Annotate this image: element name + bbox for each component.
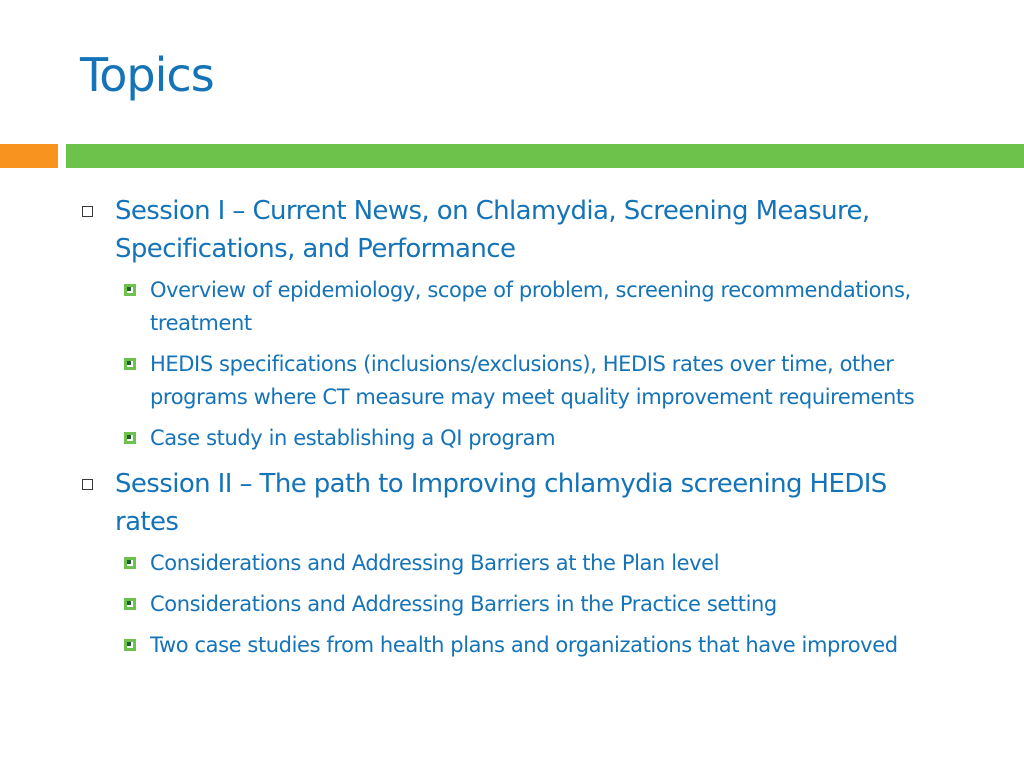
slide-title: Topics	[80, 48, 214, 102]
sub-bullet-text: Case study in establishing a QI program	[150, 426, 556, 450]
sub-bullet-text: Considerations and Addressing Barriers in the Practice setting	[150, 592, 777, 616]
sub-bullet	[120, 629, 980, 662]
sub-bullet-text: Two case studies from health plans and organizations that have improved	[150, 633, 898, 657]
sub-bullet-text: Considerations and Addressing Barriers at the Plan level	[150, 551, 720, 575]
hollow-square-bullet-icon	[82, 479, 93, 490]
bullet-session-2	[80, 465, 980, 541]
square-bullet-icon	[124, 432, 136, 444]
bullet-text: Session I – Current News, on Chlamydia, Screening Measure, Specifications, and Performance	[115, 196, 870, 264]
sub-bullet-list	[120, 274, 980, 455]
square-bullet-icon	[124, 358, 136, 370]
sub-bullet	[120, 422, 980, 455]
hollow-square-bullet-icon	[82, 206, 93, 217]
slide-content	[80, 188, 980, 672]
square-bullet-icon	[124, 557, 136, 569]
sub-bullet-text: HEDIS specifications (inclusions/exclusions), HEDIS rates over time, other programs where CT measure may meet quality improvement requirements	[150, 352, 915, 409]
accent-bar-orange	[0, 144, 58, 168]
sub-bullet	[120, 274, 980, 340]
square-bullet-icon	[124, 284, 136, 296]
sub-bullet	[120, 547, 980, 580]
accent-bar-green	[66, 144, 1024, 168]
square-bullet-icon	[124, 639, 136, 651]
bullet-text: Session II – The path to Improving chlamydia screening HEDIS rates	[115, 469, 887, 537]
bullet-session-1	[80, 192, 980, 268]
sub-bullet-text: Overview of epidemiology, scope of problem, screening recommendations, treatment	[150, 278, 911, 335]
sub-bullet-list	[120, 547, 980, 662]
sub-bullet	[120, 348, 980, 414]
square-bullet-icon	[124, 598, 136, 610]
sub-bullet	[120, 588, 980, 621]
